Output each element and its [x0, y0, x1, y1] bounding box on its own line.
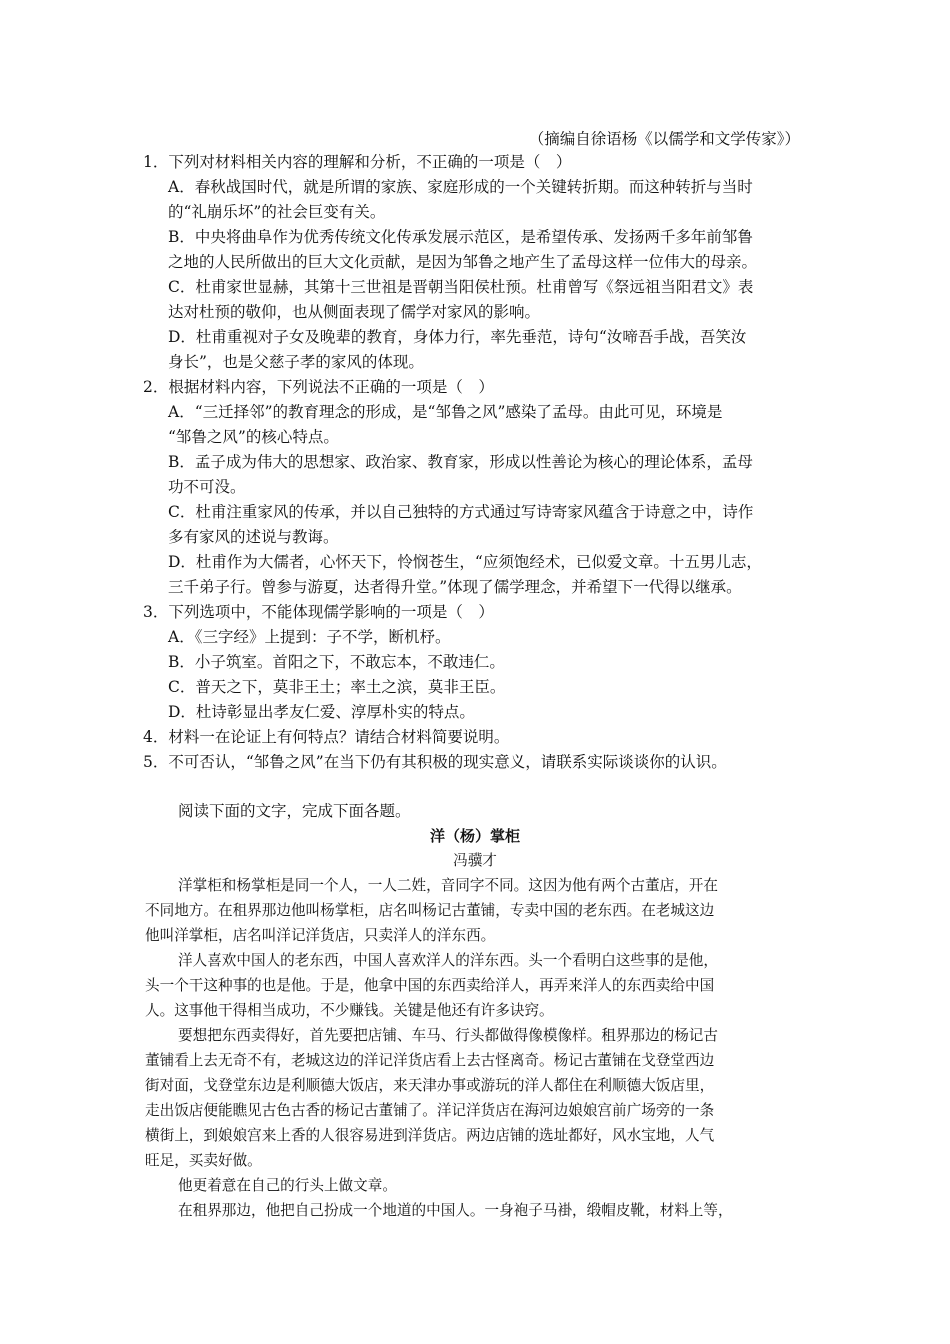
question-1-stem: 1．下列对材料相关内容的理解和分析，不正确的一项是（ ）	[143, 153, 572, 171]
question-2-option-c-line-2: 多有家风的述说与教诲。	[168, 528, 339, 546]
paragraph-3-line-1: 要想把东西卖得好，首先要把店铺、车马、行头都做得像模像样。租界那边的杨记古	[178, 1027, 718, 1044]
paragraph-4-line-1: 他更着意在自己的行头上做文章。	[178, 1177, 397, 1194]
paragraph-3-line-3: 街对面，戈登堂东边是利顺德大饭店，来天津办事或游玩的洋人都住在利顺德大饭店里，	[145, 1077, 715, 1094]
paragraph-2-line-2: 头一个干这种事的也是他。于是，他拿中国的东西卖给洋人，再弄来洋人的东西卖给中国	[145, 977, 715, 994]
source-citation: （摘编自徐语杨《以儒学和文学传家》）	[528, 130, 800, 148]
question-5: 5．不可否认，“邹鲁之风”在当下仍有其积极的现实意义，请联系实际谈谈你的认识。	[143, 753, 727, 771]
story-title: 洋（杨）掌柜	[429, 827, 520, 845]
reading-instruction: 阅读下面的文字，完成下面各题。	[178, 802, 411, 820]
question-2-option-a-line-2: “邹鲁之风”的核心特点。	[168, 428, 339, 446]
question-2-stem: 2．根据材料内容，下列说法不正确的一项是（ ）	[143, 378, 494, 396]
question-3-option-c: C．普天之下，莫非王土；率土之滨，莫非王臣。	[168, 678, 506, 696]
question-2-option-d-line-2: 三千弟子行。曾参与游夏，达者得升堂。”体现了儒学理念，并希望下一代得以继承。	[168, 578, 742, 596]
paragraph-1-line-1: 洋掌柜和杨掌柜是同一个人，一人二姓，音同字不同。这因为他有两个古董店，开在	[178, 877, 718, 894]
question-1-option-a-line-2: 的“礼崩乐坏”的社会巨变有关。	[168, 203, 386, 221]
paragraph-1-line-3: 他叫洋掌柜，店名叫洋记洋货店，只卖洋人的洋东西。	[145, 927, 496, 944]
paragraph-2-line-3: 人。这事他干得相当成功，不少赚钱。关键是他还有许多诀窍。	[145, 1002, 554, 1019]
question-1-option-c-line-2: 达对杜预的敬仰，也从侧面表现了儒学对家风的影响。	[168, 303, 541, 321]
question-2-option-b-line-2: 功不可没。	[168, 478, 246, 496]
question-3-option-a: A．《三字经》上提到：子不学，断机杼。	[168, 628, 451, 646]
question-3-option-d: D．杜诗彰显出孝友仁爱、淳厚朴实的特点。	[168, 703, 475, 721]
question-1-option-a-line-1: A．春秋战国时代，就是所谓的家族、家庭形成的一个关键转折期。而这种转折与当时	[168, 178, 753, 196]
paragraph-5-line-1: 在租界那边，他把自己扮成一个地道的中国人。一身袍子马褂，缎帽皮靴，材料上等，	[178, 1202, 733, 1219]
question-2-option-a-line-1: A．“三迁择邻”的教育理念的形成，是“邹鲁之风”感染了孟母。由此可见，环境是	[168, 403, 723, 421]
question-1-option-b-line-2: 之地的人民所做出的巨大文化贡献，是因为邹鲁之地产生了孟母这样一位伟大的母亲。	[168, 253, 758, 271]
question-1-option-c-line-1: C．杜甫家世显赫，其第十三世祖是晋朝当阳侯杜预。杜甫曾写《祭远祖当阳君文》表	[168, 278, 754, 296]
paragraph-3-line-6: 旺足，买卖好做。	[145, 1152, 262, 1169]
question-2-option-d-line-1: D．杜甫作为大儒者，心怀天下，怜悯苍生，“应须饱经术，已似爱文章。十五男儿志，	[168, 553, 762, 571]
question-4: 4．材料一在论证上有何特点？请结合材料简要说明。	[143, 728, 510, 746]
question-1-option-d-line-2: 身长”，也是父慈子孝的家风的体现。	[168, 353, 424, 371]
question-3-option-b: B．小子筑室。首阳之下，不敢忘本，不敢违仁。	[168, 653, 505, 671]
paragraph-3-line-5: 横街上，到娘娘宫来上香的人很容易进到洋货店。两边店铺的选址都好，风水宝地，人气	[145, 1127, 715, 1144]
question-2-option-c-line-1: C．杜甫注重家风的传承，并以自己独特的方式通过写诗寄家风蕴含于诗意之中，诗作	[168, 503, 754, 521]
question-2-option-b-line-1: B．孟子成为伟大的思想家、政治家、教育家，形成以性善论为核心的理论体系，孟母	[168, 453, 753, 471]
paragraph-1-line-2: 不同地方。在租界那边他叫杨掌柜，店名叫杨记古董铺，专卖中国的老东西。在老城这边	[145, 902, 715, 919]
story-author: 冯骥才	[453, 852, 497, 869]
paragraph-3-line-4: 走出饭店便能瞧见古色古香的杨记古董铺了。洋记洋货店在海河边娘娘宫前广场旁的一条	[145, 1102, 715, 1119]
paragraph-2-line-1: 洋人喜欢中国人的老东西，中国人喜欢洋人的洋东西。头一个看明白这些事的是他，	[178, 952, 718, 969]
question-1-option-b-line-1: B．中央将曲阜作为优秀传统文化传承发展示范区，是希望传承、发扬两千多年前邹鲁	[168, 228, 753, 246]
question-3-stem: 3．下列选项中，不能体现儒学影响的一项是（ ）	[143, 603, 494, 621]
paragraph-3-line-2: 董铺看上去无奇不有，老城这边的洋记洋货店看上去古怪离奇。杨记古董铺在戈登堂西边	[145, 1052, 715, 1069]
question-1-option-d-line-1: D．杜甫重视对子女及晚辈的教育，身体力行，率先垂范，诗句“汝啼吾手战，吾笑汝	[168, 328, 747, 346]
